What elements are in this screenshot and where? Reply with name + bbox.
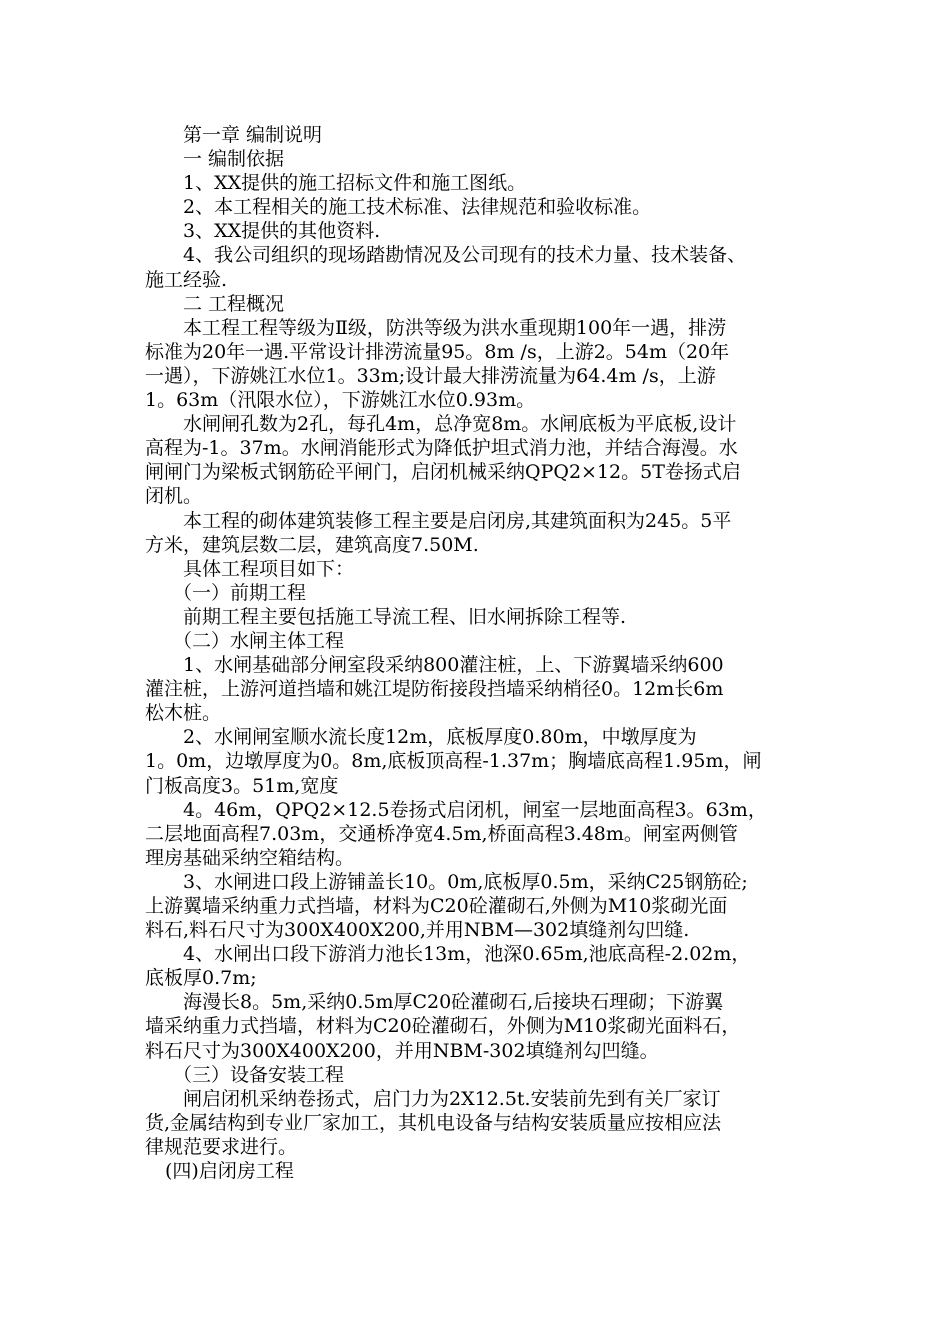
text-line: 灌注桩，上游河道挡墙和姚江堤防衔接段挡墙采纳梢径0。12m长6m (145, 678, 724, 701)
text-line: 1。63m（汛限水位），下游姚江水位0.93m。 (145, 389, 536, 412)
overview-paragraph (145, 316, 810, 412)
text-line: 一遇），下游姚江水位1。33m;设计最大排涝流量为64.4m /s，上游 (145, 364, 716, 387)
text-line: 门板高度3。51m,宽度 (145, 774, 339, 797)
text-line: 底板厚0.7m; (145, 967, 257, 990)
overview-paragraph (145, 557, 810, 581)
document-body (145, 123, 810, 1183)
basis-item: 3、XX提供的其他资料. (183, 220, 381, 243)
text-line: 墙采纳重力式挡墙，材料为C20砼灌砌石，外侧为M10浆砌光面料石， (145, 1015, 741, 1038)
text-line: 2、水闸闸室顺水流长度12m，底板厚度0.80m，中墩厚度为 (183, 726, 697, 749)
text-line: 3、水闸进口段上游铺盖长10。0m,底板厚0.5m，采纳C25钢筋砼; (183, 870, 748, 893)
text-line: 具体工程项目如下： (183, 557, 355, 580)
subsection-heading-early-works: （一）前期工程 (173, 581, 307, 604)
main-works-item (145, 725, 810, 797)
text-line: 1、水闸基础部分闸室段采纳800灌注桩，上、下游翼墙采纳600 (183, 654, 724, 677)
text-line: 上游翼墙采纳重力式挡墙，材料为C20砼灌砌石,外侧为M10浆砌光面 (145, 895, 728, 917)
text-line: 本工程工程等级为Ⅱ级，防洪等级为洪水重现期100年一遇，排涝 (183, 316, 727, 339)
main-works-item (145, 990, 810, 1062)
text-line: 标准为20年一遇.平常设计排涝流量95。8m /s，上游2。54m（20年 (145, 340, 730, 363)
main-works-item (145, 870, 810, 942)
text-line: 货,金属结构到专业厂家加工，其机电设备与结构安装质量应按相应法 (145, 1111, 722, 1134)
text-line: 方米，建筑层数二层，建筑高度7.50M. (145, 533, 479, 556)
text-line: 4、水闸出口段下游消力池长13m，池深0.65m,池底高程-2.02m， (183, 943, 751, 966)
subsection-heading-equipment: （三）设备安装工程 (173, 1063, 345, 1086)
subsection-heading-main-works: （二）水闸主体工程 (173, 629, 345, 652)
text-line: 本工程的砌体建筑装修工程主要是启闭房,其建筑面积为245。5平 (183, 509, 732, 532)
basis-item: 2、本工程相关的施工技术标准、法律规范和验收标准。 (183, 196, 652, 219)
text-line: 高程为-1。37m。水闸消能形式为降低护坦式消力池，并结合海漫。水 (145, 437, 738, 460)
text-line: 水闸闸孔数为2孔，每孔4m，总净宽8m。水闸底板为平底板,设计 (183, 413, 737, 436)
main-works-item (145, 653, 810, 725)
main-works-item (145, 942, 810, 990)
subsection-heading-hoist-house: (四)启闭房工程 (165, 1160, 294, 1183)
basis-item-continuation: 施工经验. (145, 268, 228, 291)
text-line: 松木桩。 (145, 702, 222, 725)
text-line: 律规范要求进行。 (145, 1135, 298, 1158)
section-heading-basis: 一 编制依据 (183, 148, 285, 171)
basis-item: 4、我公司组织的现场踏勘情况及公司现有的技术力量、技术装备、 (183, 244, 747, 267)
text-line: 4。46m，QPQ2×12.5卷扬式启闭机，闸室一层地面高程3。63m， (183, 798, 767, 821)
text-line: 料石尺寸为300X400X200，并用NBM-302填缝剂勾凹缝。 (145, 1039, 659, 1062)
overview-paragraph (145, 509, 810, 557)
text-line: 理房基础采纳空箱结构。 (145, 846, 355, 869)
overview-paragraph (145, 412, 810, 508)
basis-item: 1、XX提供的施工招标文件和施工图纸。 (183, 172, 527, 195)
equipment-paragraph (145, 1087, 810, 1159)
text-line: 闸闸门为梁板式钢筋砼平闸门，启闭机械采纳QPQ2×12。5T卷扬式启 (145, 461, 741, 484)
section-heading-overview: 二 工程概况 (183, 292, 285, 315)
text-line: 闸启闭机采纳卷扬式，启门力为2X12.5t.安装前先到有关厂家订 (183, 1087, 721, 1110)
text-line: 料石,料石尺寸为300X400X200,并用NBM—302填缝剂勾凹缝. (145, 919, 690, 942)
text-line: 闭机。 (145, 485, 203, 508)
text-line: 海漫长8。5m,采纳0.5m厚C20砼灌砌石,后接块石理砌；下游翼 (183, 991, 724, 1014)
chapter-title: 第一章 编制说明 (183, 124, 323, 146)
subsection-text: 前期工程主要包括施工导流工程、旧水闸拆除工程等. (183, 605, 627, 628)
text-line: 二层地面高程7.03m，交通桥净宽4.5m,桥面高程3.48m。闸室两侧管 (145, 822, 738, 845)
main-works-item (145, 798, 810, 870)
text-line: 1。0m，边墩厚度为0。8m,底板顶高程-1.37m；胸墙底高程1.95m，闸 (145, 750, 762, 773)
